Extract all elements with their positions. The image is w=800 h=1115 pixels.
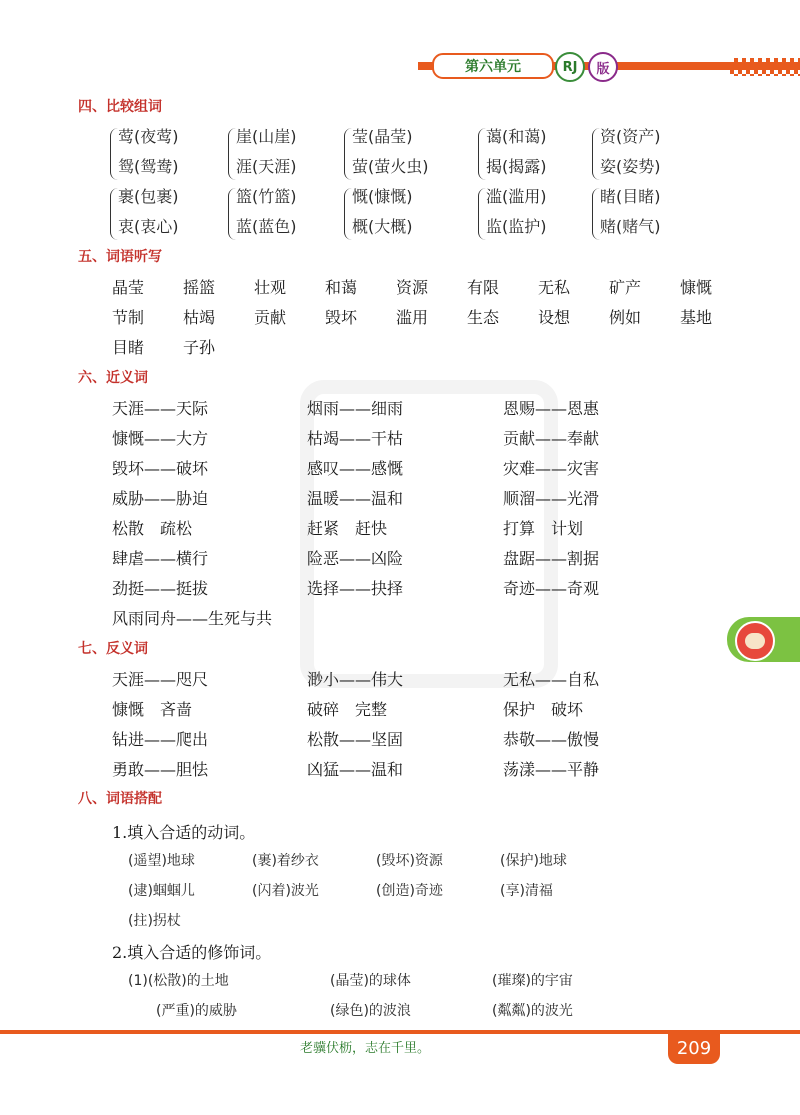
antonym-pair: 荡漾——平静 <box>503 760 600 779</box>
section-heading-compare: 四、比较组词 <box>78 99 162 115</box>
antonym-pair: 渺小——伟大 <box>307 670 404 689</box>
compare-word: 资(资产) <box>600 127 661 146</box>
synonym-pair: 烟雨——细雨 <box>307 399 404 418</box>
synonym-pair: 灾难——灾害 <box>503 459 600 478</box>
antonym-pair: 凶猛——温和 <box>307 760 404 779</box>
section-heading-dictation: 五、词语听写 <box>78 249 162 265</box>
dictation-word: 枯竭 <box>183 308 216 327</box>
compare-word: 监(监护) <box>486 217 547 236</box>
dictation-word: 摇篮 <box>183 278 216 297</box>
compare-word: 涯(天涯) <box>236 157 297 176</box>
compare-word: 睹(目睹) <box>600 187 661 206</box>
dictation-word: 晶莹 <box>112 278 145 297</box>
antonym-pair: 天涯——咫尺 <box>112 670 209 689</box>
synonym-pair: 赶紧 赶快 <box>307 519 388 538</box>
synonym-pair: 盘踞——割据 <box>503 549 600 568</box>
antonym-pair: 钻进——爬出 <box>112 730 209 749</box>
matching-item: (创造)奇迹 <box>376 883 443 899</box>
dictation-word: 无私 <box>538 278 571 297</box>
compare-word: 鸳(鸳鸯) <box>118 157 179 176</box>
compare-word: 滥(滥用) <box>486 187 547 206</box>
matching-item: (毁坏)资源 <box>376 853 443 869</box>
antonym-pair: 恭敬——傲慢 <box>503 730 600 749</box>
matching-item: (1)(松散)的土地 <box>128 973 229 989</box>
synonym-pair: 恩赐——恩惠 <box>503 399 600 418</box>
antonym-pair: 慷慨 吝啬 <box>112 700 193 719</box>
dictation-word: 毁坏 <box>325 308 358 327</box>
matching-item: (享)清福 <box>500 883 553 899</box>
dictation-word: 矿产 <box>609 278 642 297</box>
dictation-word: 贡献 <box>254 308 287 327</box>
antonym-pair: 保护 破坏 <box>503 700 584 719</box>
antonym-pair: 无私——自私 <box>503 670 600 689</box>
matching-item: (遥望)地球 <box>128 853 195 869</box>
matching-item: (拄)拐杖 <box>128 913 181 929</box>
matching-item: (闪着)波光 <box>252 883 319 899</box>
matching-item: (粼粼)的波光 <box>492 1003 573 1019</box>
synonym-pair: 打算 计划 <box>503 519 584 538</box>
synonym-pair: 风雨同舟——生死与共 <box>112 609 273 628</box>
synonym-pair: 险恶——凶险 <box>307 549 404 568</box>
compare-word: 篮(竹篮) <box>236 187 297 206</box>
synonym-pair: 肆虐——横行 <box>112 549 209 568</box>
matching-question-2: 2.填入合适的修饰词。 <box>112 943 272 962</box>
section-heading-antonyms: 七、反义词 <box>78 641 148 657</box>
compare-word: 蓝(蓝色) <box>236 217 297 236</box>
antonym-pair: 松散——坚固 <box>307 730 404 749</box>
matching-item: (裹)着纱衣 <box>252 853 319 869</box>
matching-item: (晶莹)的球体 <box>330 973 411 989</box>
synonym-pair: 感叹——感慨 <box>307 459 404 478</box>
dictation-word: 例如 <box>609 308 642 327</box>
synonym-pair: 威胁——胁迫 <box>112 489 209 508</box>
compare-word: 慨(慷慨) <box>352 187 413 206</box>
synonym-pair: 劲挺——挺拔 <box>112 579 209 598</box>
dictation-word: 子孙 <box>183 338 216 357</box>
compare-word: 赌(赌气) <box>600 217 661 236</box>
header-checker-pattern <box>730 58 800 76</box>
section-heading-synonyms: 六、近义词 <box>78 370 148 386</box>
compare-word: 衷(衷心) <box>118 217 179 236</box>
compare-word: 莹(晶莹) <box>352 127 413 146</box>
synonym-pair: 温暖——温和 <box>307 489 404 508</box>
matching-item: (绿色)的波浪 <box>330 1003 411 1019</box>
compare-word: 莺(夜莺) <box>118 127 179 146</box>
dictation-word: 和蔼 <box>325 278 358 297</box>
matching-question-1: 1.填入合适的动词。 <box>112 823 256 842</box>
compare-word: 蔼(和蔼) <box>486 127 547 146</box>
dictation-word: 目睹 <box>112 338 145 357</box>
matching-item: (璀璨)的宇宙 <box>492 973 573 989</box>
unit-label: 第六单元 <box>432 53 554 79</box>
matching-item: (严重)的威胁 <box>156 1003 237 1019</box>
synonym-pair: 天涯——天际 <box>112 399 209 418</box>
compare-word: 揭(揭露) <box>486 157 547 176</box>
page-number: 209 <box>668 1032 720 1064</box>
synonym-pair: 贡献——奉献 <box>503 429 600 448</box>
rj-badge: RJ <box>555 52 585 82</box>
dictation-word: 慷慨 <box>680 278 713 297</box>
antonym-pair: 勇敢——胆怯 <box>112 760 209 779</box>
dictation-word: 资源 <box>396 278 429 297</box>
compare-word: 崖(山崖) <box>236 127 297 146</box>
synonym-pair: 枯竭——干枯 <box>307 429 404 448</box>
dictation-word: 设想 <box>538 308 571 327</box>
dictation-word: 壮观 <box>254 278 287 297</box>
dictation-word: 节制 <box>112 308 145 327</box>
mascot-icon <box>735 621 775 661</box>
antonym-pair: 破碎 完整 <box>307 700 388 719</box>
compare-word: 概(大概) <box>352 217 413 236</box>
compare-word: 萤(萤火虫) <box>352 157 429 176</box>
synonym-pair: 慷慨——大方 <box>112 429 209 448</box>
edition-badge: 版 <box>588 52 618 82</box>
synonym-pair: 奇迹——奇观 <box>503 579 600 598</box>
synonym-pair: 顺溜——光滑 <box>503 489 600 508</box>
matching-item: (逮)蝈蝈儿 <box>128 883 195 899</box>
synonym-pair: 选择——抉择 <box>307 579 404 598</box>
synonym-pair: 毁坏——破坏 <box>112 459 209 478</box>
footer-motto: 老骥伏枥，志在千里。 <box>300 1041 431 1056</box>
dictation-word: 生态 <box>467 308 500 327</box>
dictation-word: 有限 <box>467 278 500 297</box>
section-heading-matching: 八、词语搭配 <box>78 791 162 807</box>
dictation-word: 滥用 <box>396 308 429 327</box>
compare-word: 裹(包裹) <box>118 187 179 206</box>
dictation-word: 基地 <box>680 308 713 327</box>
synonym-pair: 松散 疏松 <box>112 519 193 538</box>
matching-item: (保护)地球 <box>500 853 567 869</box>
compare-word: 姿(姿势) <box>600 157 661 176</box>
